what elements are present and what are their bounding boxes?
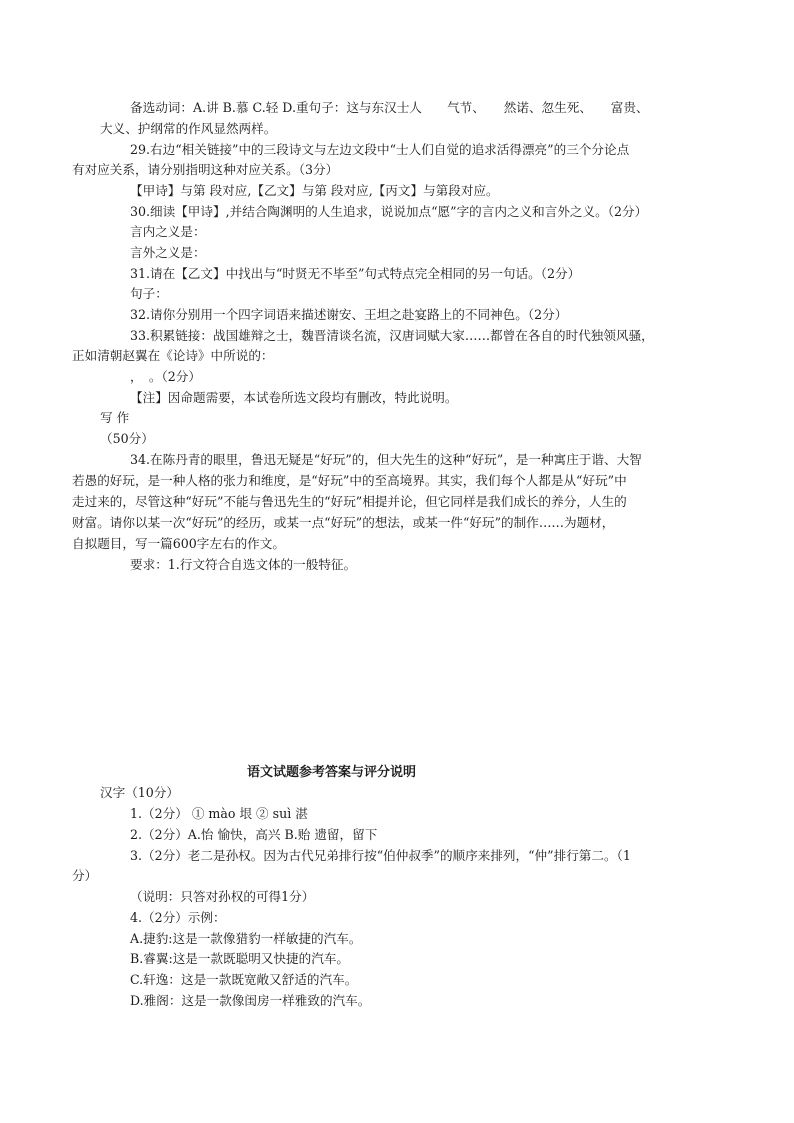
text-line: 走过来的，尽管这种“好玩”不能与鲁迅先生的“好玩”相提并论，但它同样是我们成长的养分，人生的 bbox=[72, 494, 627, 509]
answer-blank-label: ， 。（2分） bbox=[130, 369, 201, 384]
answers-title: 语文试题参考答案与评分说明 bbox=[247, 765, 417, 780]
answer-blank-label: 言内之义是： bbox=[130, 224, 206, 239]
question-34: 34.在陈丹青的眼里，鲁迅无疑是“好玩”的，但大先生的这种“好玩”，是一种寓庄于谐、大智 bbox=[130, 452, 642, 467]
answer-blank-label: 句子： bbox=[130, 286, 168, 301]
question-33: 33.积累链接：战国雄辩之士，魏晋清谈名流，汉唐词赋大家……都曾在各自的时代独领风骚， bbox=[130, 328, 654, 343]
answer-line: 4.（2分）示例： bbox=[130, 910, 226, 925]
answer-line: 1.（2分） ① mào 垠 ② suì 湛 bbox=[130, 806, 308, 821]
question-31: 31.请在【乙文】中找出与“时贤无不毕至”句式特点完全相同的另一句话。（2分） bbox=[130, 266, 581, 281]
answer-line: 3.（2分）老二是孙权。因为古代兄弟排行按“伯仲叔季”的顺序来排列，“仲”排行第二。（1 bbox=[130, 848, 631, 863]
note: 【注】因命题需要，本试卷所选文段均有删改，特此说明。 bbox=[130, 390, 458, 405]
section-heading: 写 作 bbox=[100, 410, 130, 425]
answer-line: B.睿翼:这是一款既聪明又快捷的汽车。 bbox=[130, 951, 350, 966]
requirement: 要求：1.行文符合自选文体的一般特征。 bbox=[130, 557, 357, 572]
text-line: 有对应关系，请分别指明这种对应关系。（3分） bbox=[72, 162, 339, 177]
question-29: 29.右边“相关链接”中的三段诗文与左边文段中“士人们自觉的追求活得漂亮”的三个分论点 bbox=[130, 142, 630, 157]
text-line: 正如清朝赵翼在《论诗》中所说的： bbox=[72, 348, 274, 363]
text-line: 若愚的好玩，是一种人格的张力和维度，是“好玩”中的至高境界。其实，我们每个人都是从“好玩”中 bbox=[72, 473, 627, 488]
text-line: 备选动词：A.讲 B.慕 C.轻 D.重句子：这与东汉士人 气节、 然诺、忽生死、 富贵、 bbox=[130, 100, 649, 115]
text-line: 自拟题目，写一篇600字左右的作文。 bbox=[72, 536, 285, 551]
text-line: 财富。请你以某一次“好玩”的经历，或某一点“好玩”的想法，或某一件“好玩”的制作……为题材， bbox=[72, 515, 615, 530]
question-32: 32.请你分别用一个四字词语来描述谢安、王坦之赴宴路上的不同神色。（2分） bbox=[130, 307, 568, 322]
question-30: 30.细读【甲诗】,并结合陶渊明的人生追求，说说加点“愿”字的言内之义和言外之义。（2分） bbox=[130, 204, 648, 219]
answer-line: A.捷豹:这是一款像猎豹一样敏捷的汽车。 bbox=[130, 931, 362, 946]
answer-line: D.雅阁：这是一款像闺房一样雅致的汽车。 bbox=[130, 993, 371, 1008]
text-line: 【甲诗】与第 段对应,【乙文】与第 段对应,【丙文】与第段对应。 bbox=[130, 183, 499, 198]
text-line: 大义、护纲常的作风显然两样。 bbox=[100, 121, 277, 136]
answer-blank-label: 言外之义是： bbox=[130, 245, 206, 260]
section-score: （50分） bbox=[100, 431, 154, 446]
answer-note: （说明：只答对孙权的可得1分） bbox=[130, 889, 315, 904]
answer-line: 分） bbox=[72, 868, 98, 883]
answer-line: C.轩逸：这是一款既宽敞又舒适的汽车。 bbox=[130, 972, 358, 987]
answer-section-heading: 汉字（10分） bbox=[100, 785, 179, 800]
answer-line: 2.（2分）A.怡 愉快，高兴 B.贻 遗留，留下 bbox=[130, 827, 378, 842]
